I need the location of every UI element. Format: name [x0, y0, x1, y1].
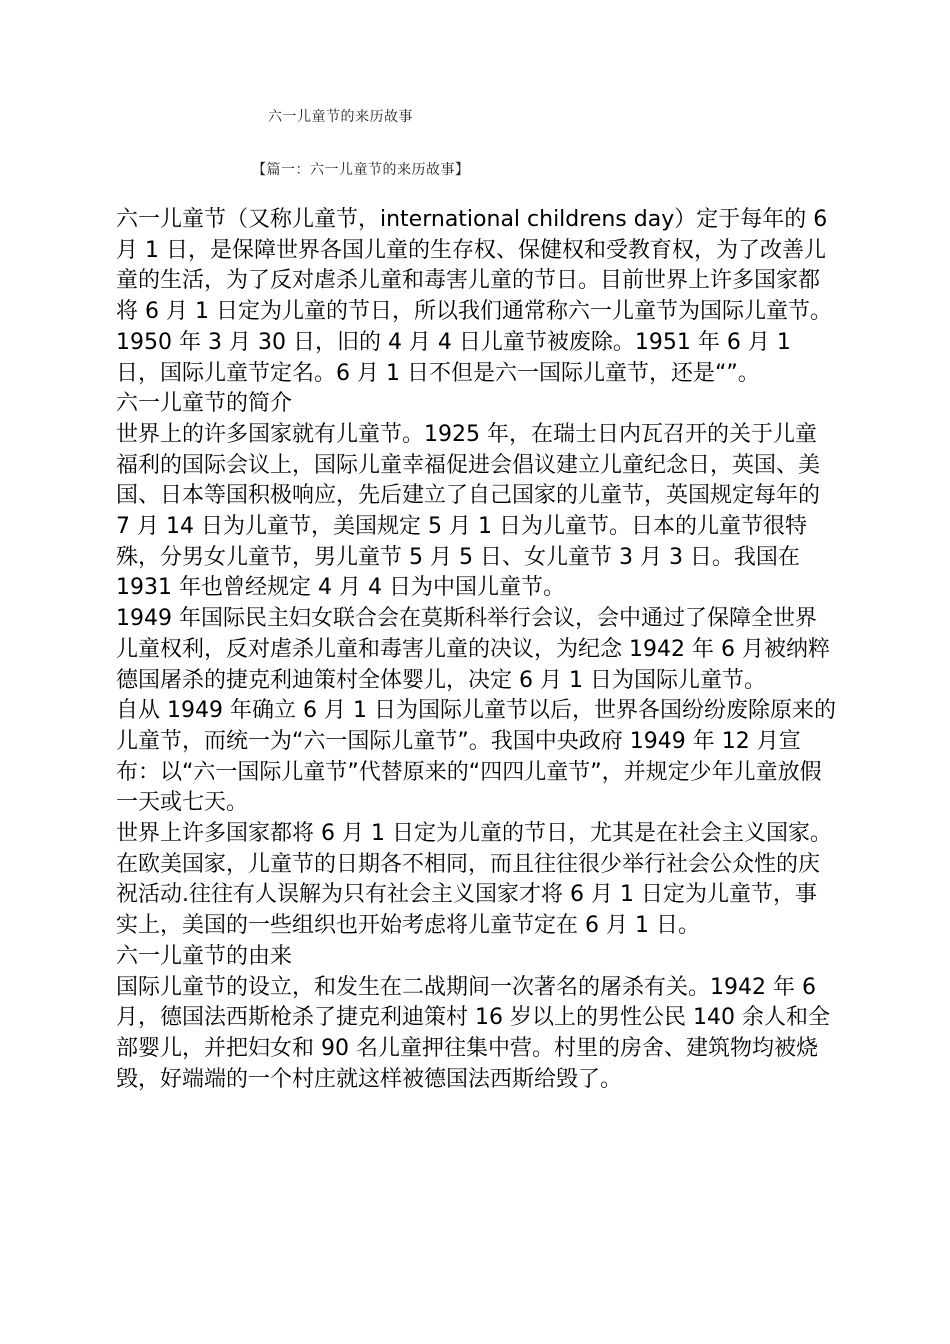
document-body [116, 205, 838, 1095]
paragraph-1949-meeting: 1949 年国际民主妇女联合会在莫斯科举行会议，会中通过了保障全世界儿童权利，反对虐杀儿童和毒害儿童的决议，为纪念 1942 年 6 月被纳粹德国屠杀的捷克利迪策村全体婴儿，决定 6 月 1 日为国际儿童节。 [116, 606, 830, 693]
paragraph-history: 世界上的许多国家就有儿童节。1925 年，在瑞士日内瓦召开的关于儿童福利的国际会议上，国际儿童幸福促进会倡议建立儿童纪念日，英国、美国、日本等国积极响应，先后建立了自己国家的儿童节，英国规定每年的 7 月 14 日为儿童节，美国规定 5 月 1 日为儿童节。日本的儿童节很特殊，分男女儿童节，男儿童节 5 月 5 日、女儿童节 3 月 3 日。我国在 1931 年也曾经规定 4 月 4 日为中国儿童节。 [116, 421, 821, 601]
paragraph-intro: 六一儿童节（又称儿童节，international childrens day）定于每年的 6 月 1 日，是保障世界各国儿童的生存权、保健权和受教育权，为了改善儿童的生活，为了反对虐杀儿童和毒害儿童的节日。目前世界上许多国家都将 6 月 1 日定为儿童的节日，所以我们通常称六一儿童节为国际儿童节。1950 年 3 月 30 日，旧的 4 月 4 日儿童节被废除。1951 年 6 月 1 日，国际儿童节定名。6 月 1 日不但是六一国际儿童节，还是“”。 [116, 207, 832, 386]
paragraph-origin: 国际儿童节的设立，和发生在二战期间一次著名的屠杀有关。1942 年 6 月，德国法西斯枪杀了捷克利迪策村 16 岁以上的男性公民 140 余人和全部婴儿，并把妇女和 90 名儿童押往集中营。村里的房舍、建筑物均被烧毁，好端端的一个村庄就这样被德国法西斯给毁了。 [116, 974, 830, 1092]
document-title: 六一儿童节的来历故事 [268, 109, 413, 125]
heading-introduction: 六一儿童节的简介 [116, 391, 293, 417]
section-title: 【篇一：六一儿童节的来历故事】 [252, 162, 470, 178]
paragraph-countries: 世界上许多国家都将 6 月 1 日定为儿童的节日，尤其是在社会主义国家。在欧美国家，儿童节的日期各不相同，而且往往很少举行社会公众性的庆祝活动.往往有人误解为只有社会主义国家才将 6 月 1 日定为儿童节，事实上，美国的一些组织也开始考虑将儿童节定在 6 月 1 日。 [116, 821, 832, 939]
heading-origin: 六一儿童节的由来 [116, 943, 293, 969]
paragraph-unification: 自从 1949 年确立 6 月 1 日为国际儿童节以后，世界各国纷纷废除原来的儿童节，而统一为“六一国际儿童节”。我国中央政府 1949 年 12 月宣布：以“六一国际儿童节”代替原来的“四四儿童节”，并规定少年儿童放假一天或七天。 [116, 698, 836, 816]
